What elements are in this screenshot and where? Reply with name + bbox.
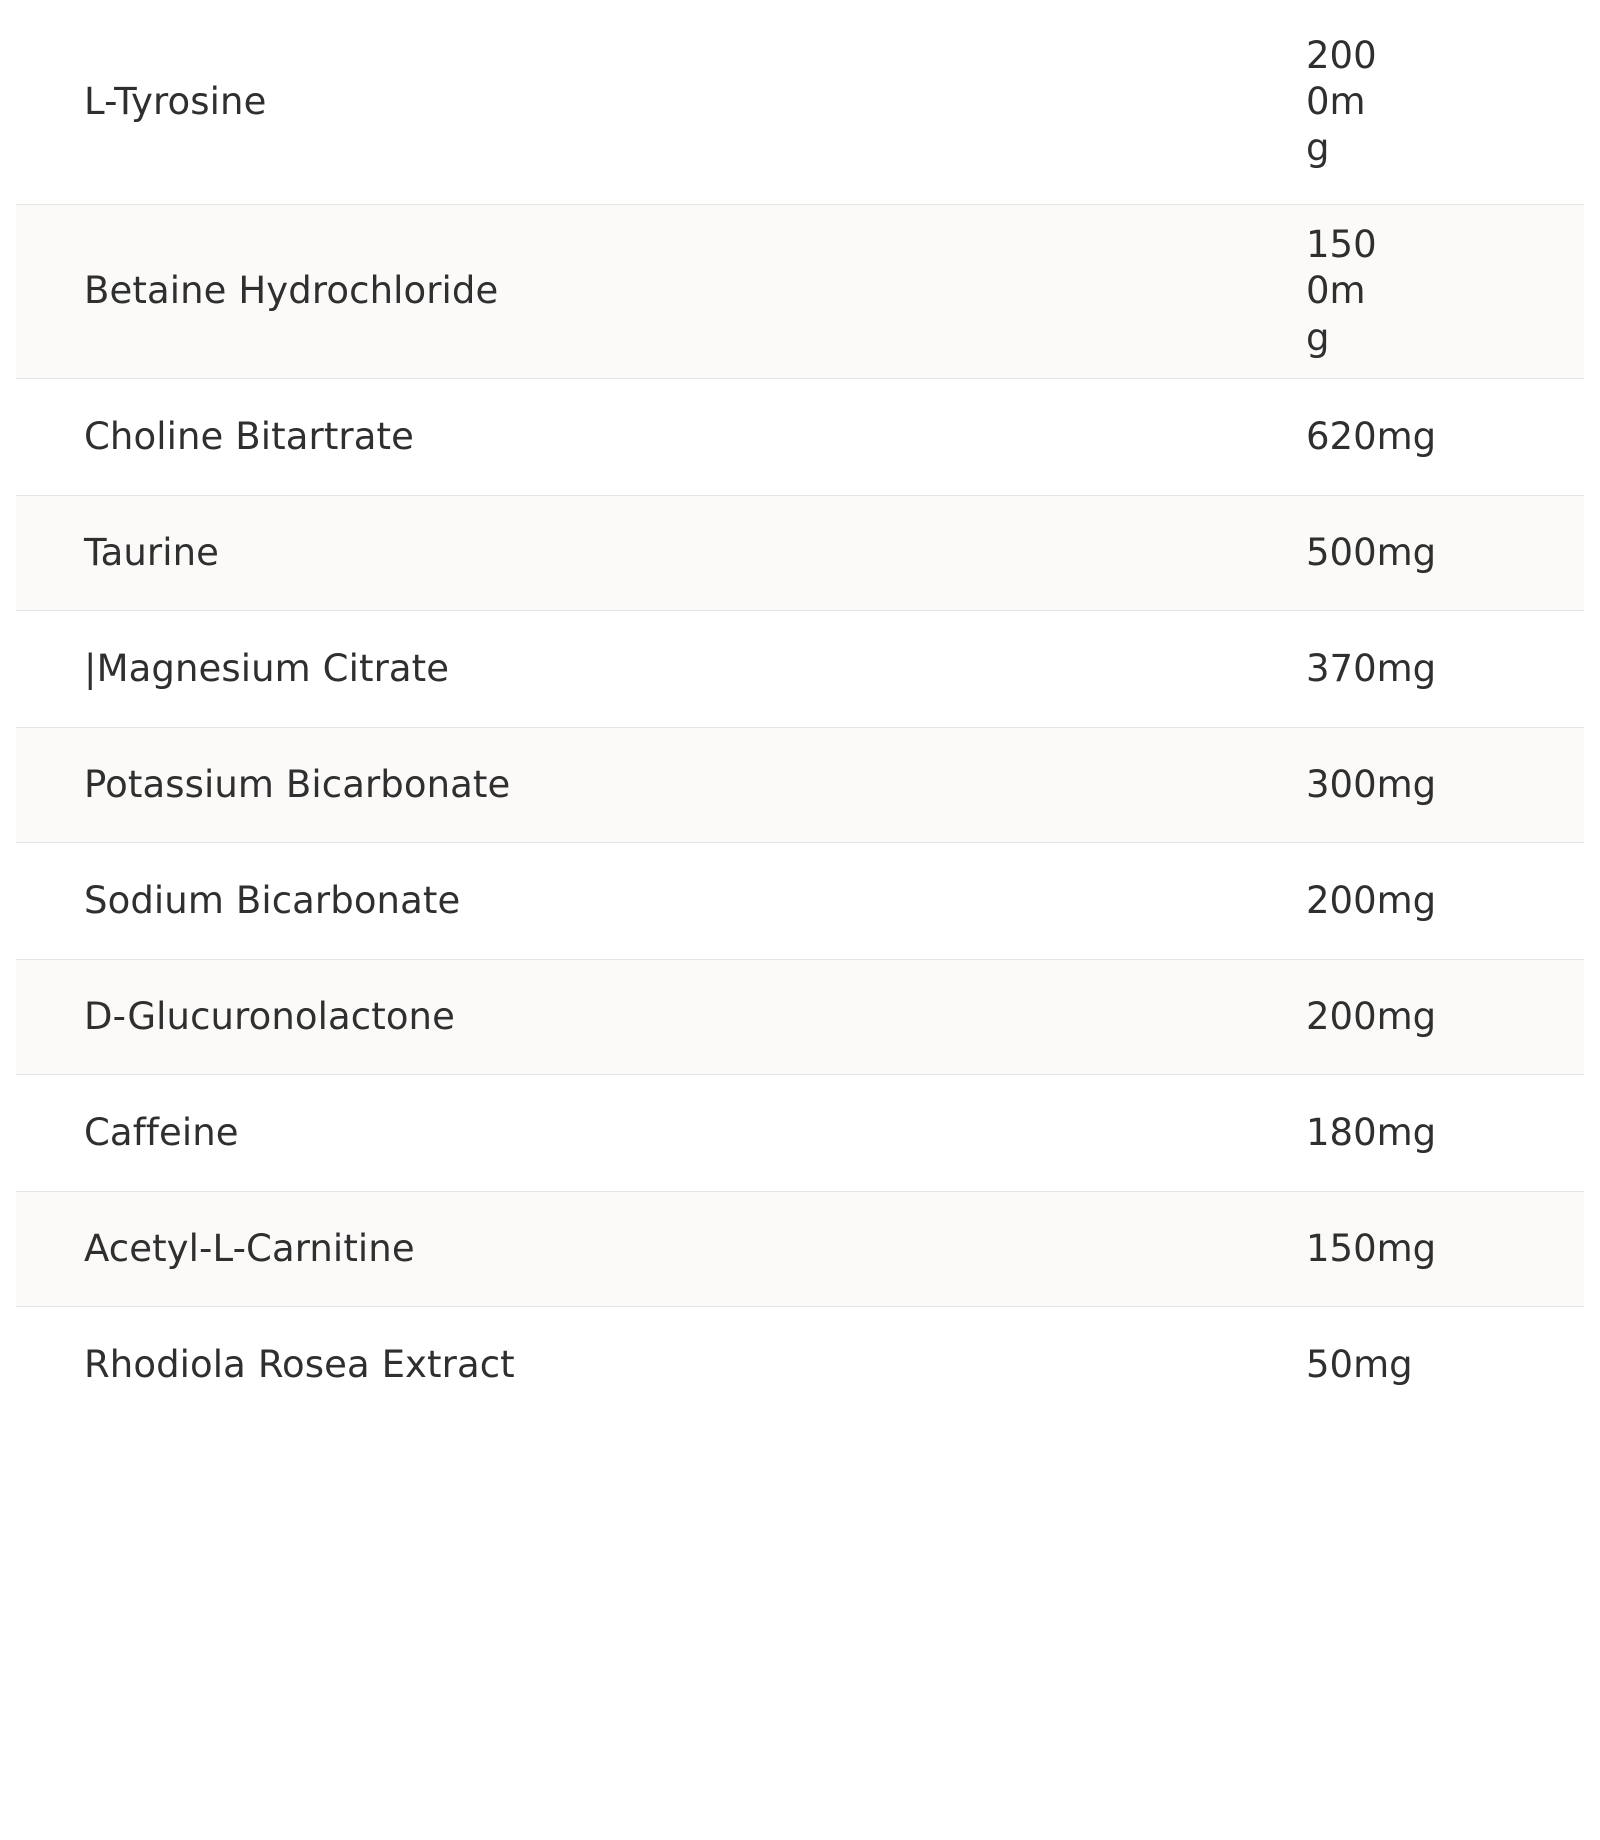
table-row <box>16 204 1584 379</box>
ingredient-name: Caffeine <box>84 1110 239 1154</box>
ingredient-amount: 150mg <box>1306 1226 1437 1270</box>
table-row <box>16 1307 1584 1423</box>
ingredient-amount: 500mg <box>1306 530 1437 574</box>
ingredient-name: |Magnesium Citrate <box>84 646 450 690</box>
ingredient-amount: 300mg <box>1306 762 1437 806</box>
ingredient-amount: 370mg <box>1306 646 1437 690</box>
ingredient-amount: 1500mg <box>1306 223 1377 359</box>
table-row <box>16 611 1584 727</box>
ingredient-amount: 620mg <box>1306 414 1437 458</box>
table-row <box>16 727 1584 843</box>
ingredient-name: Rhodiola Rosea Extract <box>84 1342 515 1386</box>
table-row <box>16 495 1584 611</box>
ingredient-name: Acetyl-L-Carnitine <box>84 1226 415 1270</box>
table-row <box>16 379 1584 495</box>
ingredient-amount: 180mg <box>1306 1110 1437 1154</box>
table-row <box>16 959 1584 1075</box>
ingredient-name: Potassium Bicarbonate <box>84 762 511 806</box>
ingredient-amount: 200mg <box>1306 878 1437 922</box>
ingredient-name: Sodium Bicarbonate <box>84 878 461 922</box>
table-row <box>16 843 1584 959</box>
ingredient-name: Taurine <box>84 530 220 574</box>
ingredient-amount: 50mg <box>1306 1342 1413 1386</box>
table-row <box>16 1191 1584 1307</box>
ingredient-name: L-Tyrosine <box>84 79 267 123</box>
table-row <box>16 0 1584 204</box>
ingredient-name: Choline Bitartrate <box>84 414 414 458</box>
ingredient-table <box>16 0 1584 1423</box>
ingredient-amount: 200mg <box>1306 994 1437 1038</box>
ingredient-name: Betaine Hydrochloride <box>84 269 499 313</box>
table-row <box>16 1075 1584 1191</box>
ingredient-amount: 2000mg <box>1306 33 1377 170</box>
ingredient-name: D-Glucuronolactone <box>84 994 455 1038</box>
